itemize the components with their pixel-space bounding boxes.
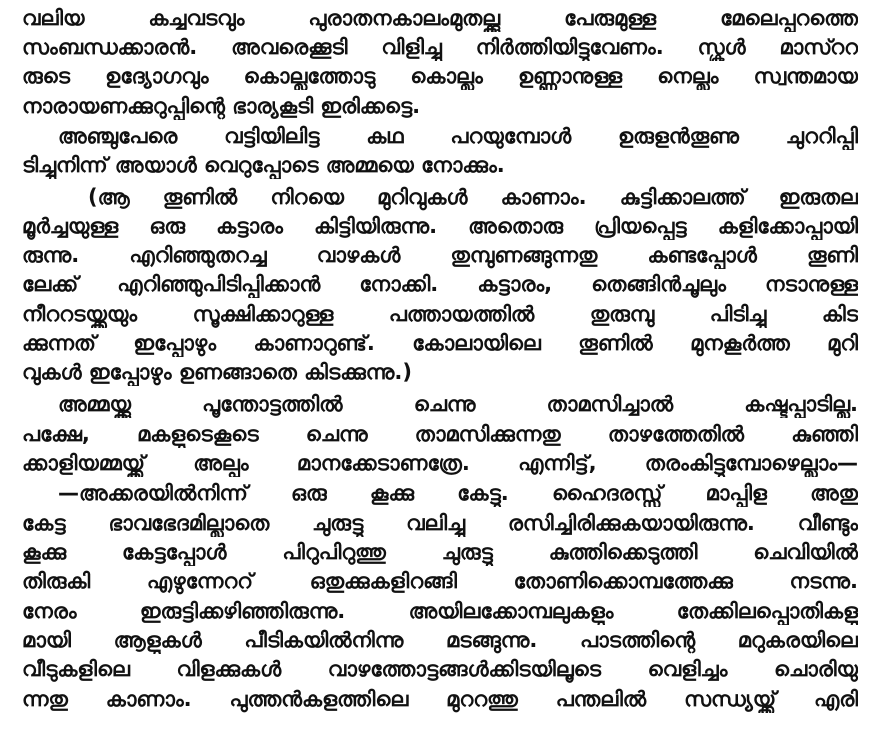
text-line: —അക്കരയിൽനിന്ന് ഒരു കൂക്കു കേട്ടു. ഹൈദരസ്സ് മാപ്പിള അതു — [58, 481, 858, 505]
text-line: ക്കുന്നത് ഇപ്പോഴും കാണാറുണ്ട്. കോലായിലെ തൂണിൽ മുനകൂർത്ത മുറി — [22, 331, 858, 355]
text-line: രുന്നു. എറിഞ്ഞുതറച്ച വാഴകൾ തുമ്പുണങ്ങുന്നതു കണ്ടപ്പോൾ തൂണി — [22, 243, 858, 267]
text-line: വലിയ കച്ചവടവും പുരാതനകാലംമുതല്ക്കു പേരുമുള്ള മേലെപ്പുറത്തെ — [22, 6, 858, 30]
text-line: സംബന്ധക്കാരൻ. അവരെക്കൂടി വിളിച്ചു നിർത്തിയിട്ടുവേണം. സ്കൂൾ മാസ്ററ — [22, 35, 858, 59]
text-line: അമ്മയ്ക്കു പൂന്തോട്ടത്തിൽ ചെന്നു താമസിച്ചാൽ കഷ്ടപ്പാടില്ല. — [58, 392, 858, 416]
text-line: നേരം ഇരുട്ടിക്കഴിഞ്ഞിരുന്നു. അയിലക്കോമ്പലുകളും തേക്കിലപ്പൊതികളു — [22, 599, 858, 623]
text-line: നാരായണക്കുറുപ്പിന്റെ ഭാര്യകൂടി ഇരിക്കട്ടെ. — [22, 94, 421, 118]
text-line: ന്നതു കാണാം. പുത്തൻകളത്തിലെ മുററത്തു പന്തലിൽ സന്ധ്യയ്ക്ക് എരി — [22, 687, 858, 711]
text-line: മായി ആളുകൾ പീടികയിൽനിന്നു മടങ്ങുന്നു. പാടത്തിന്റെ മറുകരയിലെ — [22, 628, 858, 652]
text-line: പക്ഷേ, മകളുടെകൂടെ ചെന്നു താമസിക്കുന്നതു താഴത്തേതിൽ കുഞ്ഞി — [22, 422, 858, 446]
text-line: ലേക്ക് എറിഞ്ഞുപിടിപ്പിക്കാൻ നോക്കി. കട്ടാരം, തെങ്ങിൻചൂലും നടാനുള്ള — [22, 272, 858, 296]
text-line: കൂക്കു കേട്ടപ്പോൾ പിറുപിറുത്തു ചുരുട്ടു കുത്തിക്കെടുത്തി ചെവിയിൽ — [22, 540, 858, 564]
text-line: തിരുകി എഴുന്നേററ് ഒതുക്കുകളിറങ്ങി തോണിക്കൊമ്പത്തേക്കു നടന്നു. — [22, 569, 858, 593]
text-line: വുകൾ ഇപ്പോഴും ഉണങ്ങാതെ കിടക്കുന്നു.) — [22, 360, 412, 384]
text-line: ടിച്ചുനിന്ന് അയാൾ വെറുപ്പോടെ അമ്മയെ നോക്കും. — [22, 153, 505, 177]
text-line: ക്കാളിയമ്മയ്ക്ക് അല്പം മാനക്കേടാണത്രേ. എന്നിട്ട്, തരംകിട്ടുമ്പോഴെല്ലാം— — [22, 451, 858, 475]
text-line: വീടുകളിലെ വിളക്കുകൾ വാഴത്തോട്ടങ്ങൾക്കിടയിലൂടെ വെളിച്ചം ചൊരിയു — [22, 657, 858, 681]
text-line: മൂർച്ചയുള്ള ഒരു കട്ടാരം കിട്ടിയിരുന്നു. അതൊരു പ്രിയപ്പെട്ട കളിക്കോപ്പായി — [22, 214, 858, 238]
text-line: (ആ തൂണിൽ നിറയെ മുറിവുകൾ കാണാം. കുട്ടിക്കാലത്ത് ഇരുതല — [88, 185, 858, 209]
text-line: നീററടയ്ക്കയും സൂക്ഷിക്കാറുള്ള പത്തായത്തിൽ തുരുമ്പു പിടിച്ചു കിട — [22, 302, 858, 326]
text-line: അഞ്ചുപേരെ വട്ടിയിലിട്ട കഥ പറയുമ്പോൾ ഉരുളൻതൂണു ചുററിപ്പി — [58, 124, 858, 148]
text-line: കേട്ട ഭാവഭേദമില്ലാതെ ചുരുട്ടു വലിച്ചു രസിച്ചിരിക്കുകയായിരുന്നു. വീണ്ടും — [22, 511, 858, 535]
text-line: രുടെ ഉദ്യോഗവും കൊല്ലത്തോടു കൊല്ലം ഉണ്ണാനുള്ള നെല്ലും സ്വന്തമായ — [22, 64, 858, 88]
